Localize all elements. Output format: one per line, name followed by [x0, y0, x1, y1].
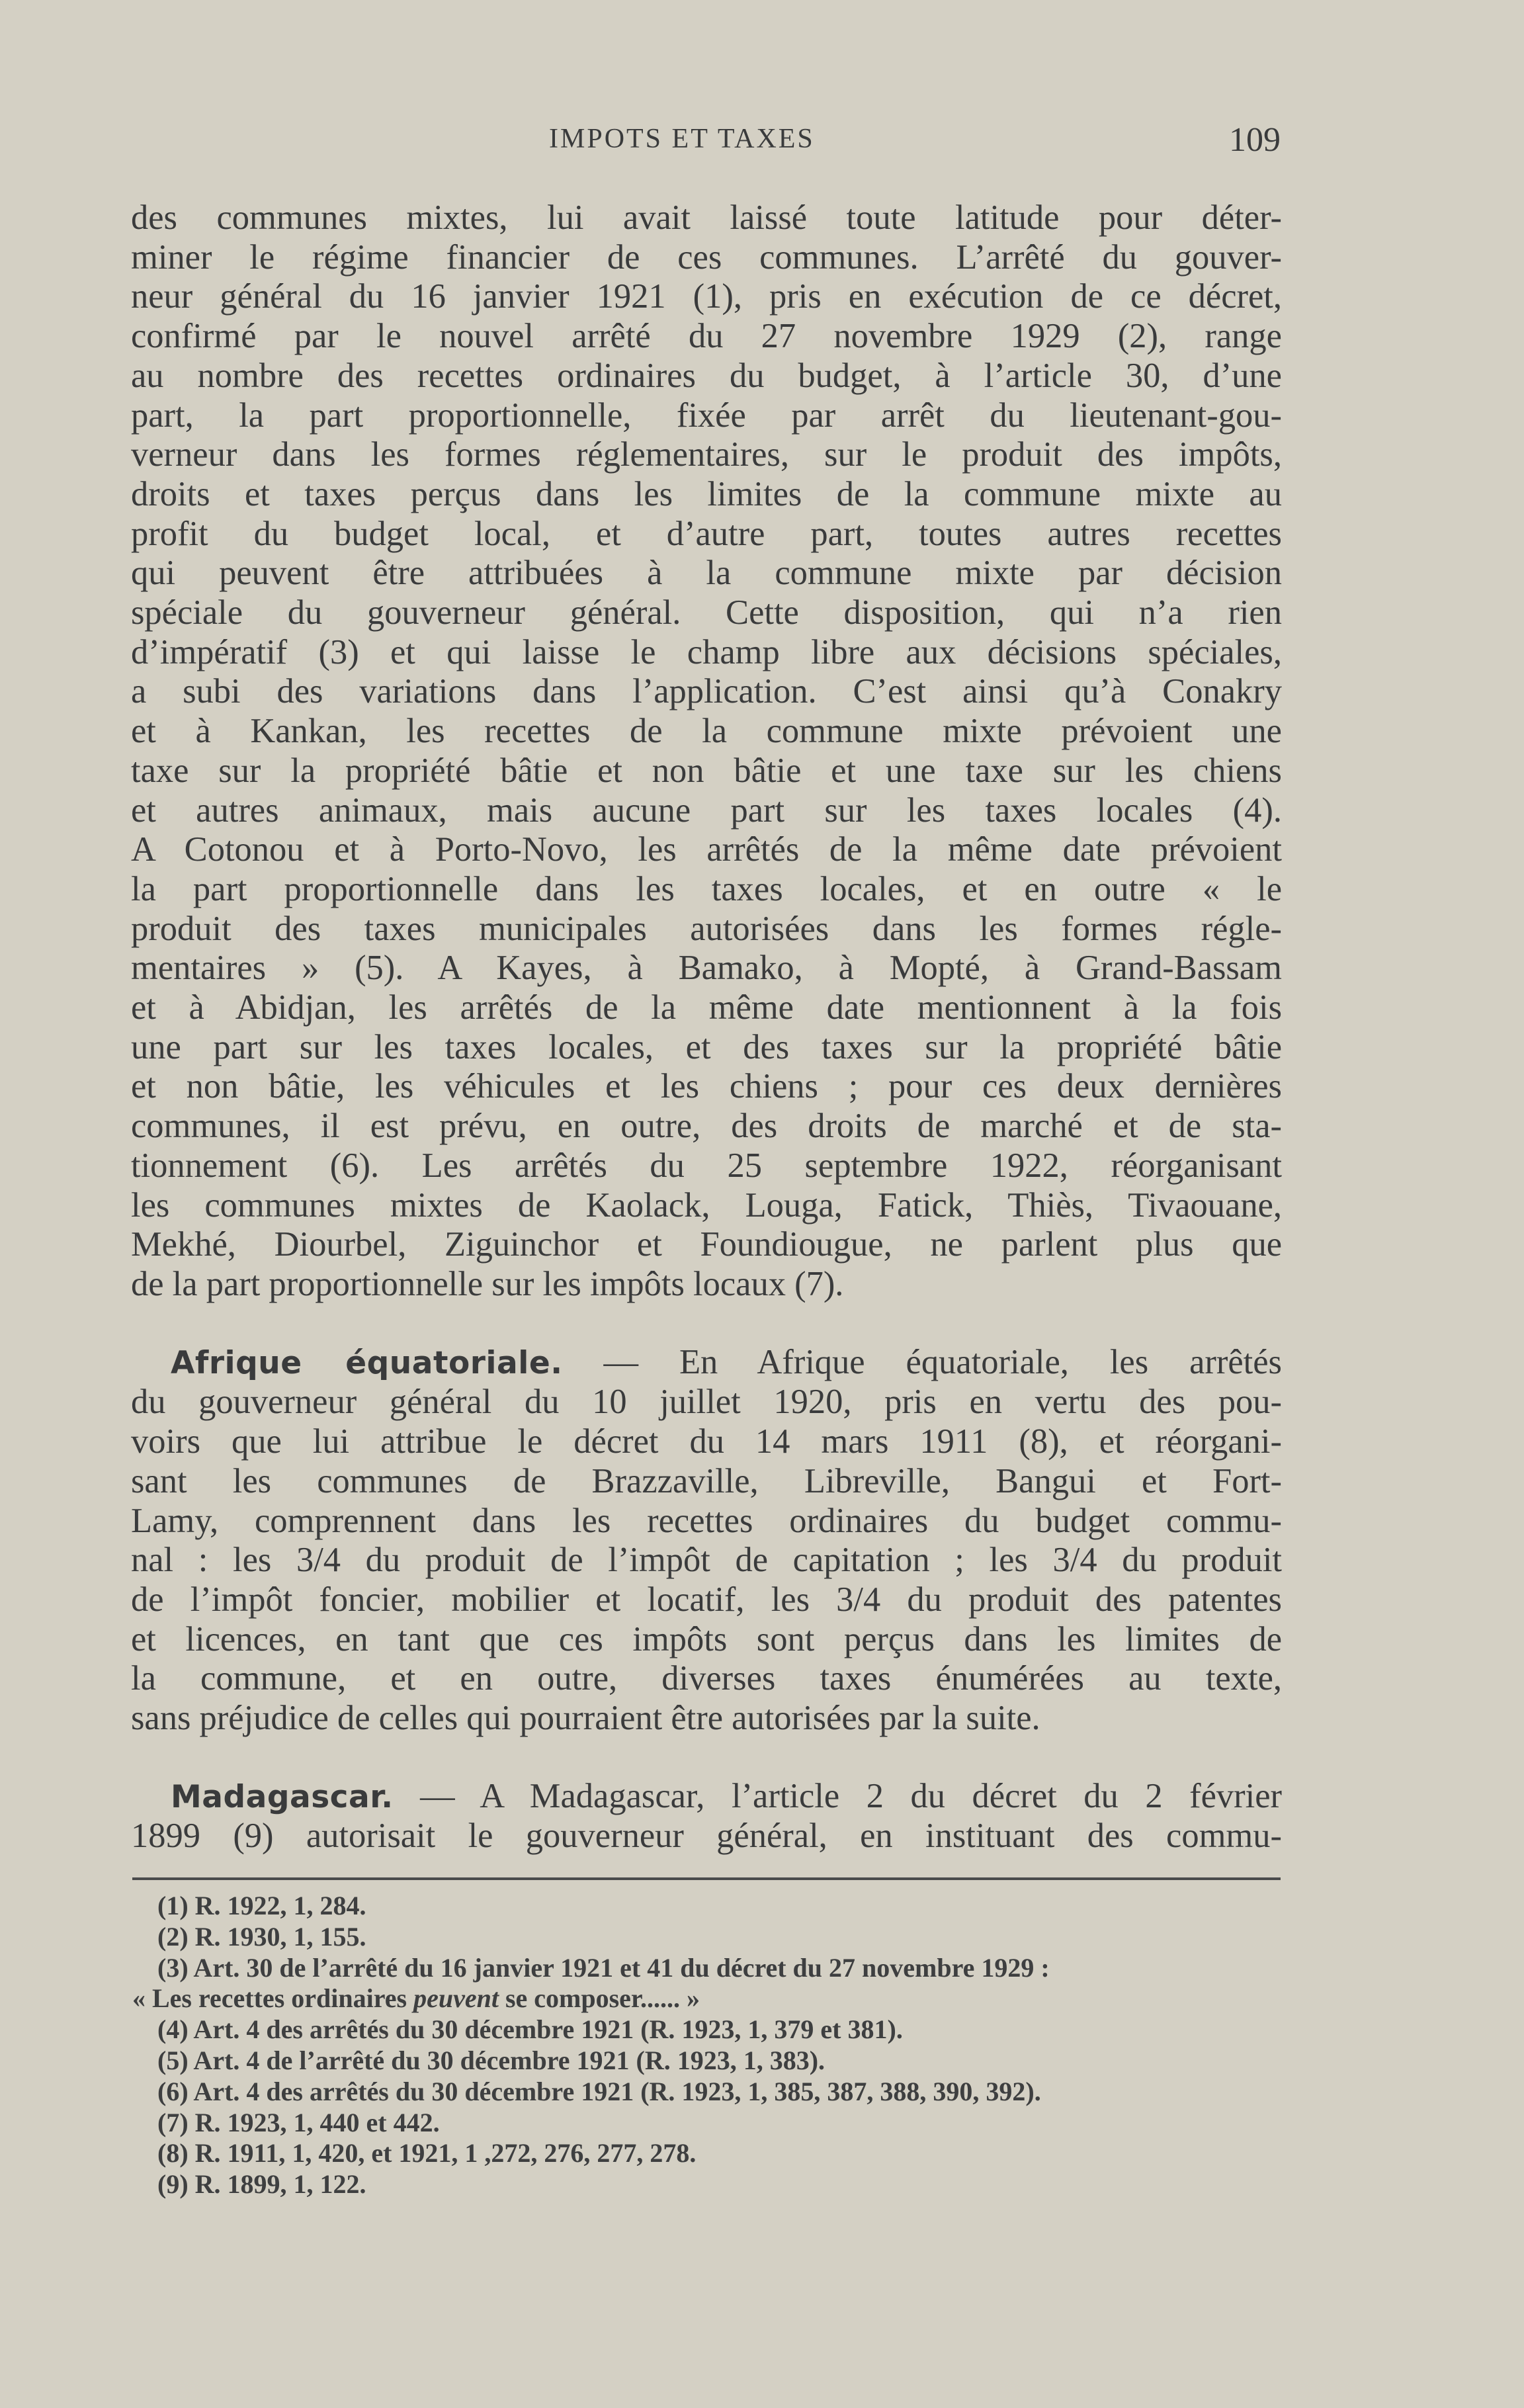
text-line: qui peuvent être attribuées à la commune mixte par décision	[131, 554, 1282, 593]
body-text	[131, 198, 1282, 1856]
text-line: spéciale du gouverneur général. Cette disposition, qui n’a rien	[131, 593, 1282, 632]
text-line: de l’impôt foncier, mobilier et locatif, les 3/4 du produit des patentes	[131, 1580, 1282, 1619]
paragraph-1	[131, 198, 1282, 1305]
text-line: tionnement (6). Les arrêtés du 25 septembre 1922, réorganisant	[131, 1146, 1282, 1185]
footnotes	[132, 1891, 1283, 2200]
footnote-2: (2) R. 1930, 1, 155.	[157, 1921, 366, 1952]
text-line: Mekhé, Diourbel, Ziguinchor et Foundiougue, ne parlent plus que	[131, 1225, 1282, 1264]
footnote-rule	[132, 1877, 1281, 1880]
text-line: droits et taxes perçus dans les limites de la commune mixte au	[131, 474, 1282, 513]
running-title: IMPOTS ET TAXES	[549, 124, 815, 154]
text-line: et non bâtie, les véhicules et les chiens ; pour ces deux dernières	[131, 1067, 1282, 1106]
text-line: communes, il est prévu, en outre, des droits de marché et de sta-	[131, 1107, 1282, 1146]
footnote-3-continuation: « Les recettes ordinaires peuvent se composer...... »	[132, 1983, 700, 2014]
text-line: sant les communes de Brazzaville, Libreville, Bangui et Fort-	[131, 1461, 1282, 1500]
text-line: neur général du 16 janvier 1921 (1), pris en exécution de ce décret,	[131, 277, 1282, 316]
footnote-3: (3) Art. 30 de l’arrêté du 16 janvier 1921 et 41 du décret du 27 novembre 1929 :	[157, 1952, 1050, 1983]
footnote-9: (9) R. 1899, 1, 122.	[157, 2169, 366, 2200]
text-line: profit du budget local, et d’autre part, toutes autres recettes	[131, 514, 1282, 553]
text-line: de la part proportionnelle sur les impôts locaux (7).	[131, 1264, 844, 1303]
footnote-8: (8) R. 1911, 1, 420, et 1921, 1 ,272, 276, 277, 278.	[157, 2138, 697, 2169]
text-line: a subi des variations dans l’application. C’est ainsi qu’à Conakry	[131, 672, 1282, 711]
text-line: confirmé par le nouvel arrêté du 27 novembre 1929 (2), range	[131, 317, 1282, 356]
paragraph-madagascar	[131, 1777, 1282, 1856]
footnote-6: (6) Art. 4 des arrêtés du 30 décembre 1921 (R. 1923, 1, 385, 387, 388, 390, 392).	[157, 2076, 1041, 2106]
paragraph-afrique-equatoriale	[131, 1343, 1282, 1739]
text-line: Madagascar. — A Madagascar, l’article 2 du décret du 2 février	[171, 1776, 1282, 1815]
text-line: nal : les 3/4 du produit de l’impôt de capitation ; les 3/4 du produit	[131, 1541, 1282, 1580]
text-line: au nombre des recettes ordinaires du budget, à l’article 30, d’une	[131, 356, 1282, 395]
section-heading-madagascar: Madagascar.	[171, 1778, 394, 1815]
text-line: et licences, en tant que ces impôts sont perçus dans les limites de	[131, 1619, 1282, 1658]
page-header	[132, 123, 1281, 163]
text-line: voirs que lui attribue le décret du 14 mars 1911 (8), et réorgani-	[131, 1422, 1282, 1461]
text-line: la commune, et en outre, diverses taxes énumérées au texte,	[131, 1659, 1282, 1698]
text-line: du gouverneur général du 10 juillet 1920, pris en vertu des pou-	[131, 1383, 1282, 1422]
text-line: part, la part proportionnelle, fixée par arrêt du lieutenant-gou-	[131, 396, 1282, 435]
footnote-5: (5) Art. 4 de l’arrêté du 30 décembre 1921 (R. 1923, 1, 383).	[157, 2045, 826, 2075]
text-line: et autres animaux, mais aucune part sur les taxes locales (4).	[131, 791, 1282, 830]
footnote-4: (4) Art. 4 des arrêtés du 30 décembre 1921 (R. 1923, 1, 379 et 381).	[157, 2014, 903, 2045]
text-line: Lamy, comprennent dans les recettes ordinaires du budget commu-	[131, 1501, 1282, 1540]
page-number: 109	[1229, 121, 1281, 159]
text-line: des communes mixtes, lui avait laissé toute latitude pour déter-	[131, 198, 1282, 237]
footnote-7: (7) R. 1923, 1, 440 et 442.	[157, 2107, 440, 2137]
text-line: 1899 (9) autorisait le gouverneur général, en instituant des commu-	[131, 1817, 1282, 1856]
text-line: miner le régime financier de ces communes. L’arrêté du gouver-	[131, 237, 1282, 277]
text-line: les communes mixtes de Kaolack, Louga, Fatick, Thiès, Tivaouane,	[131, 1185, 1282, 1225]
text-line: la part proportionnelle dans les taxes locales, et en outre « le	[131, 869, 1282, 908]
text-line: A Cotonou et à Porto-Novo, les arrêtés de la même date prévoient	[131, 830, 1282, 869]
text-line: Afrique équatoriale. — En Afrique équatoriale, les arrêtés	[171, 1342, 1282, 1381]
text-line: sans préjudice de celles qui pourraient être autorisées par la suite.	[131, 1699, 1040, 1738]
text-line: d’impératif (3) et qui laisse le champ libre aux décisions spéciales,	[131, 632, 1282, 671]
text-line: une part sur les taxes locales, et des taxes sur la propriété bâtie	[131, 1027, 1282, 1066]
text-line: verneur dans les formes réglementaires, sur le produit des impôts,	[131, 435, 1282, 474]
text-line: et à Kankan, les recettes de la commune mixte prévoient une	[131, 712, 1282, 751]
text-line: et à Abidjan, les arrêtés de la même date mentionnent à la fois	[131, 988, 1282, 1027]
section-heading-afrique-equatoriale: Afrique équatoriale.	[171, 1344, 563, 1381]
text-line: mentaires » (5). A Kayes, à Bamako, à Mopté, à Grand-Bassam	[131, 949, 1282, 988]
text-line: produit des taxes municipales autorisées dans les formes régle-	[131, 909, 1282, 948]
text-line: taxe sur la propriété bâtie et non bâtie et une taxe sur les chiens	[131, 751, 1282, 790]
footnote-1: (1) R. 1922, 1, 284.	[157, 1891, 366, 1920]
